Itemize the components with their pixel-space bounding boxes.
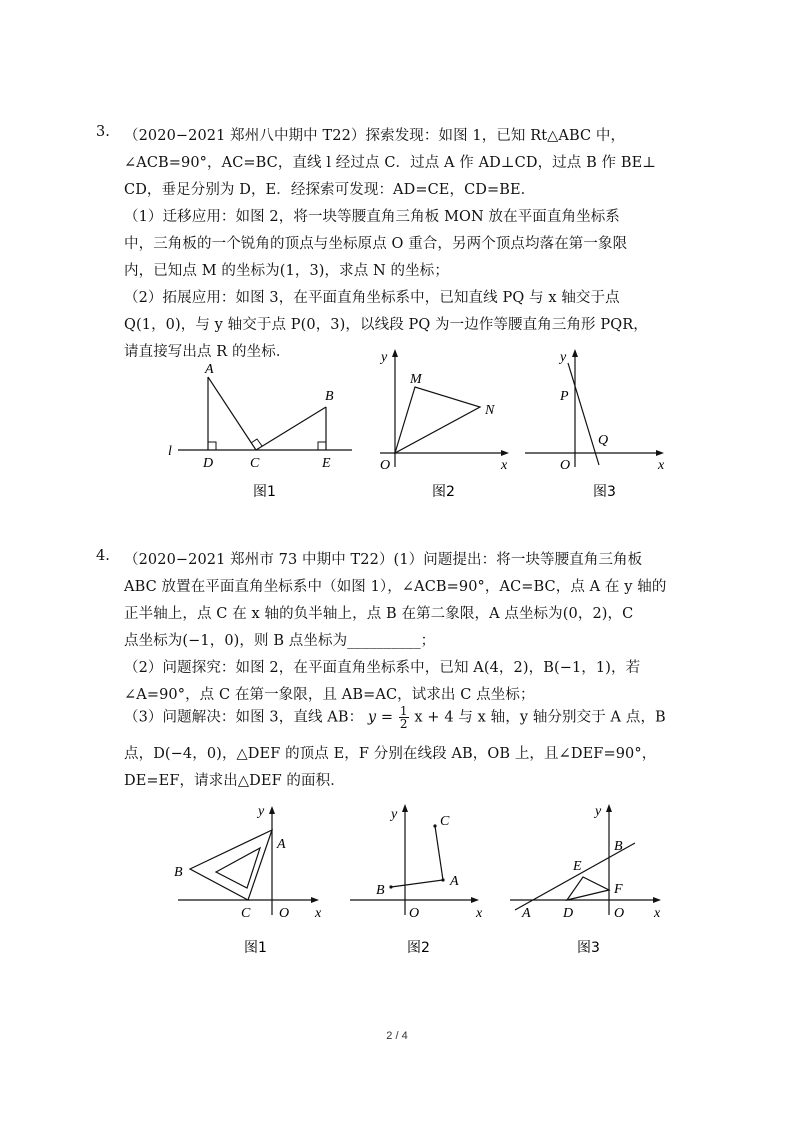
label-Q: Q bbox=[598, 433, 609, 448]
x-axis-arrow bbox=[653, 897, 661, 903]
q4-figure-1 bbox=[170, 800, 345, 960]
label-O: O bbox=[560, 458, 571, 473]
y-axis-arrow bbox=[402, 804, 408, 812]
q3-line-6: 内，已知点 M 的坐标为(1，3)，求点 N 的坐标； bbox=[124, 263, 449, 279]
label-y: y bbox=[595, 804, 602, 819]
q4-line-7-suffix: x + 4 与 x 轴，y 轴分别交于 A 点，B bbox=[414, 709, 666, 726]
label-x: x bbox=[315, 906, 322, 921]
x-axis-arrow bbox=[311, 897, 319, 903]
x-axis-arrow bbox=[501, 450, 509, 456]
y-axis-arrow bbox=[269, 806, 275, 814]
label-x: x bbox=[658, 458, 665, 473]
fraction-one-half bbox=[399, 705, 409, 730]
q3-line-7: （2）拓展应用：如图 3，在平面直角坐标系中，已知直线 PQ 与 x 轴交于点 bbox=[124, 290, 620, 306]
q3-line-9: 请直接写出点 R 的坐标． bbox=[124, 344, 291, 360]
q3-line-1: （2020−2021 郑州八中期中 T22）探索发现：如图 1，已知 Rt△ABC 中， bbox=[124, 128, 626, 144]
page-number: 2 / 4 bbox=[386, 1030, 408, 1042]
figure-caption: 图1 bbox=[253, 484, 276, 500]
figure-caption: 图3 bbox=[577, 940, 600, 956]
point-B bbox=[389, 885, 392, 888]
question-3-number: 3. bbox=[96, 124, 110, 140]
figure-caption: 图2 bbox=[432, 484, 455, 500]
label-y: y bbox=[258, 804, 265, 819]
label-E: E bbox=[322, 456, 331, 471]
label-B: B bbox=[174, 865, 183, 880]
q4-line-6: ∠A=90°，点 C 在第一象限，且 AB=AC，试求出 C 点坐标； bbox=[124, 687, 535, 703]
label-E: E bbox=[573, 859, 582, 874]
q3-line-2: ∠ACB=90°，AC=BC，直线 l 经过点 C．过点 A 作 AD⊥CD，过点 B 作 BE⊥ bbox=[124, 155, 657, 171]
label-D: D bbox=[563, 906, 574, 921]
label-M: M bbox=[410, 372, 422, 387]
equation-y: y = bbox=[367, 709, 394, 726]
q4-line-7 bbox=[124, 705, 666, 730]
q4-line-4: 点坐标为(−1，0)，则 B 点坐标为__________； bbox=[124, 633, 436, 649]
right-angle-D bbox=[208, 442, 216, 450]
right-angle-E bbox=[318, 442, 326, 450]
q4-line-8: 点，D(−4，0)，△DEF 的顶点 E，F 分别在线段 AB，OB 上，且∠DEF=90°， bbox=[124, 746, 657, 762]
segment-AC bbox=[208, 377, 256, 450]
figure-caption: 图3 bbox=[593, 484, 616, 500]
q3-line-3: CD，垂足分别为 D，E．经探索可发现：AD=CE，CD=BE． bbox=[124, 182, 536, 198]
q4-line-1: （2020−2021 郑州市 73 中期中 T22）(1）问题提出：将一块等腰直角三角板 bbox=[124, 552, 643, 568]
x-axis-arrow bbox=[656, 450, 664, 456]
q4-line-3: 正半轴上，点 C 在 x 轴的负半轴上，点 B 在第二象限，A 点坐标为(0，2)，C bbox=[124, 606, 634, 622]
figure-caption: 图1 bbox=[244, 940, 267, 956]
q4-figure-3 bbox=[505, 800, 675, 960]
label-y: y bbox=[391, 807, 398, 822]
q4-line-9: DE=EF，请求出△DEF 的面积． bbox=[124, 773, 345, 789]
label-D: D bbox=[203, 456, 214, 471]
label-A: A bbox=[205, 362, 214, 377]
label-B: B bbox=[376, 883, 385, 898]
label-A: A bbox=[522, 906, 531, 921]
q3-line-5: 中，三角板的一个锐角的顶点与坐标原点 O 重合，另两个顶点均落在第一象限 bbox=[124, 236, 628, 252]
label-P: P bbox=[560, 389, 569, 404]
fraction-denominator: 2 bbox=[399, 717, 408, 731]
fraction-numerator: 1 bbox=[399, 704, 408, 718]
label-A: A bbox=[450, 874, 459, 889]
polyline-BAC bbox=[391, 826, 443, 887]
triangle-MON bbox=[395, 387, 480, 453]
label-O: O bbox=[409, 906, 420, 921]
q4-line-7-prefix: （3）问题解决：如图 3，直线 AB： bbox=[124, 709, 364, 726]
q3-figure-1 bbox=[160, 355, 360, 505]
q3-figure-2 bbox=[370, 345, 520, 505]
segment-CB bbox=[256, 407, 326, 450]
label-O: O bbox=[279, 906, 290, 921]
label-O: O bbox=[380, 458, 391, 473]
label-B: B bbox=[614, 839, 623, 854]
label-F: F bbox=[614, 882, 623, 897]
label-C: C bbox=[250, 456, 260, 471]
label-N: N bbox=[485, 403, 495, 418]
label-y: y bbox=[560, 350, 567, 365]
y-axis-arrow bbox=[606, 804, 612, 812]
q4-line-5: （2）问题探究：如图 2，在平面直角坐标系中，已知 A(4，2)，B(−1，1)，若 bbox=[124, 660, 641, 676]
y-axis-arrow bbox=[572, 349, 578, 357]
q3-figure-3 bbox=[520, 345, 675, 505]
label-A: A bbox=[277, 837, 286, 852]
label-B: B bbox=[325, 389, 334, 404]
q4-figure-2 bbox=[345, 800, 495, 960]
label-O: O bbox=[614, 906, 625, 921]
triangle-ABC-outer bbox=[190, 830, 272, 900]
label-x: x bbox=[476, 906, 483, 921]
q3-line-8: Q(1，0)，与 y 轴交于点 P(0，3)，以线段 PQ 为一边作等腰直角三角形 PQR， bbox=[124, 317, 648, 333]
y-axis-arrow bbox=[392, 349, 398, 357]
label-x: x bbox=[654, 906, 661, 921]
point-A bbox=[441, 878, 444, 881]
point-C bbox=[433, 824, 436, 827]
triangle-DEF bbox=[567, 877, 609, 900]
q3-line-4: （1）迁移应用：如图 2，将一块等腰直角三角板 MON 放在平面直角坐标系 bbox=[124, 209, 620, 225]
label-C: C bbox=[440, 814, 450, 829]
question-4-number: 4. bbox=[96, 548, 110, 564]
label-y: y bbox=[381, 350, 388, 365]
label-x: x bbox=[501, 458, 508, 473]
line-PQ bbox=[568, 363, 599, 465]
label-l: l bbox=[168, 444, 172, 459]
x-axis-arrow bbox=[471, 897, 479, 903]
figure-caption: 图2 bbox=[407, 940, 430, 956]
label-C: C bbox=[241, 906, 251, 921]
q4-line-2: ABC 放置在平面直角坐标系中（如图 1），∠ACB=90°，AC=BC，点 A 在 y 轴的 bbox=[124, 579, 667, 595]
